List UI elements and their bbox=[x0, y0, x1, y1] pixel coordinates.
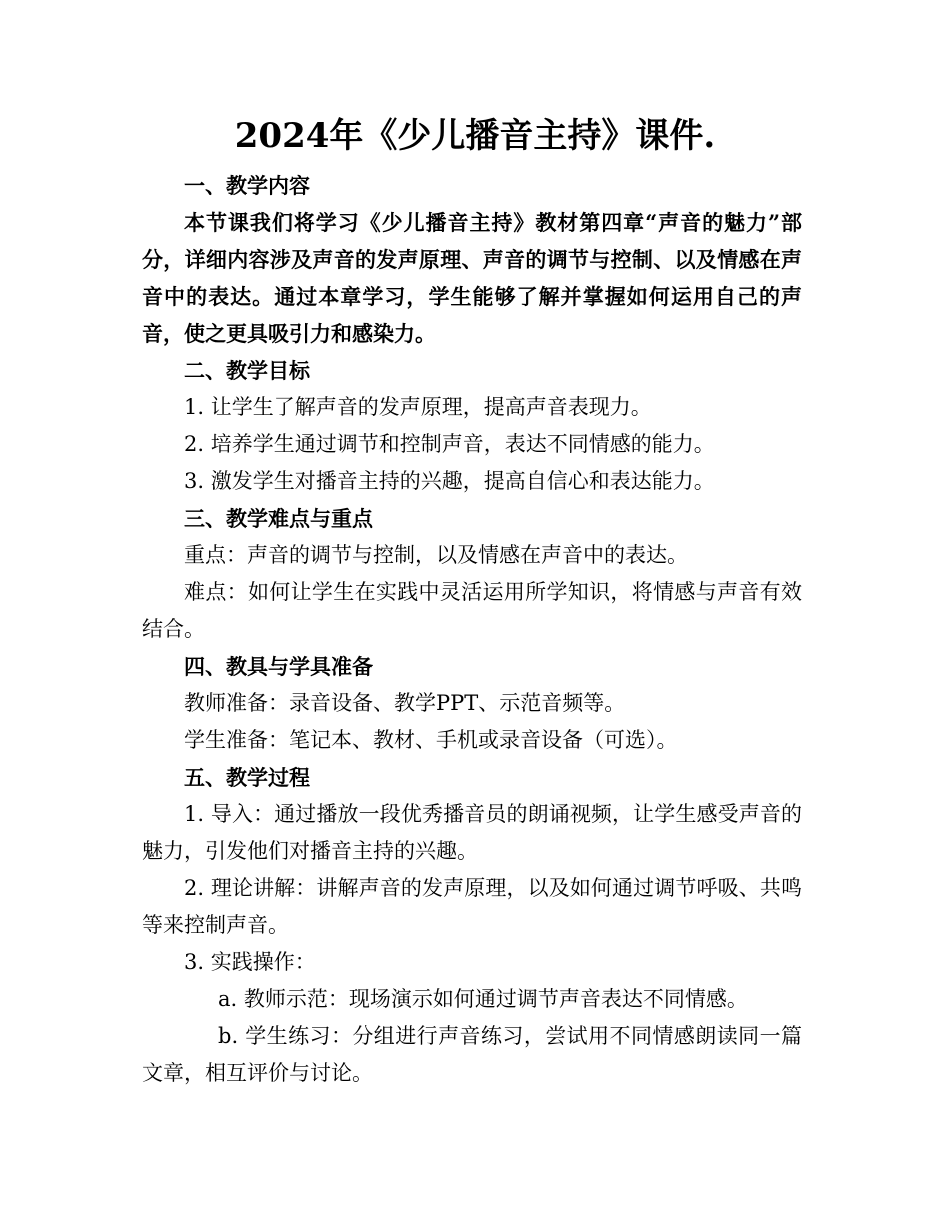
teacher-materials-text: 教师准备：录音设备、教学PPT、示范音频等。 bbox=[184, 691, 626, 715]
process-step-3a: a. 教师示范：现场演示如何通过调节声音表达不同情感。 bbox=[218, 987, 748, 1011]
document-body bbox=[142, 167, 802, 1092]
section-heading-teaching-content: 一、教学内容 bbox=[184, 173, 310, 198]
section-heading-materials: 四、教具与学具准备 bbox=[184, 654, 373, 679]
student-materials-text: 学生准备：笔记本、教材、手机或录音设备（可选）。 bbox=[184, 728, 678, 752]
teaching-content-paragraph: 本节课我们将学习《少儿播音主持》教材第四章“声音的魅力”部分，详细内容涉及声音的发声原理、声音的调节与控制、以及情感在声音中的表达。通过本章学习，学生能够了解并掌握如何运用自己的声音，使之更具吸引力和感染力。 bbox=[142, 210, 802, 346]
section-heading-teaching-goals: 二、教学目标 bbox=[184, 358, 310, 383]
goal-item-1: 1. 让学生了解声音的发声原理，提高声音表现力。 bbox=[184, 395, 652, 419]
key-point-text: 重点：声音的调节与控制，以及情感在声音中的表达。 bbox=[184, 543, 688, 567]
section-heading-teaching-process: 五、教学过程 bbox=[184, 765, 310, 790]
goal-item-3: 3. 激发学生对播音主持的兴趣，提高自信心和表达能力。 bbox=[184, 469, 715, 493]
process-step-1: 1. 导入：通过播放一段优秀播音员的朗诵视频，让学生感受声音的魅力，引发他们对播音主持的兴趣。 bbox=[142, 802, 802, 863]
difficulty-text: 难点：如何让学生在实践中灵活运用所学知识，将情感与声音有效结合。 bbox=[142, 580, 802, 641]
process-step-3b: b. 学生练习：分组进行声音练习，尝试用不同情感朗读同一篇文章，相互评价与讨论。 bbox=[142, 1024, 802, 1085]
document-title: 2024年《少儿播音主持》课件. bbox=[234, 116, 716, 156]
process-step-2: 2. 理论讲解：讲解声音的发声原理，以及如何通过调节呼吸、共鸣等来控制声音。 bbox=[142, 876, 802, 937]
section-heading-key-points: 三、教学难点与重点 bbox=[184, 506, 373, 531]
process-step-3: 3. 实践操作： bbox=[184, 950, 316, 974]
goal-item-2: 2. 培养学生通过调节和控制声音，表达不同情感的能力。 bbox=[184, 432, 715, 456]
